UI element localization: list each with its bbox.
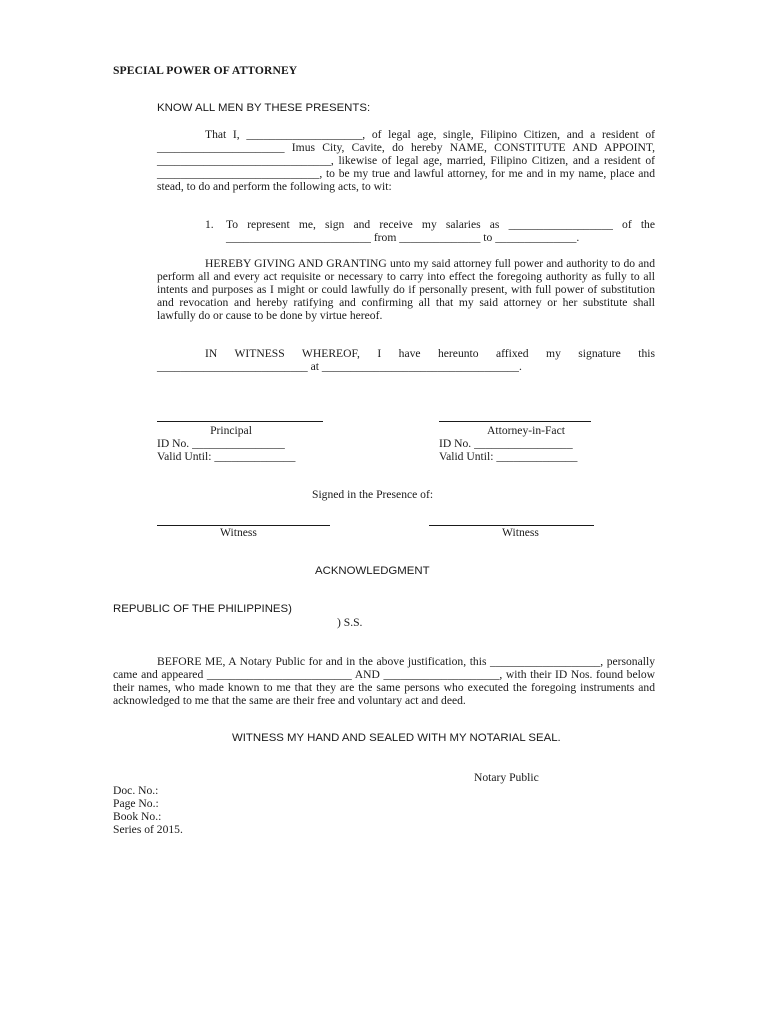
attorney-label: Attorney-in-Fact — [487, 424, 565, 437]
attorney-valid-until: Valid Until: ______________ — [439, 450, 578, 463]
notary-public-label: Notary Public — [474, 771, 539, 784]
acknowledgment-title: ACKNOWLEDGMENT — [315, 565, 430, 577]
signed-presence: Signed in the Presence of: — [312, 488, 434, 501]
principal-id: ID No. ________________ — [157, 437, 285, 450]
principal-signature-line — [157, 421, 323, 422]
book-no: Book No.: — [113, 810, 162, 823]
series: Series of 2015. — [113, 823, 183, 836]
doc-no: Doc. No.: — [113, 784, 159, 797]
page-no: Page No.: — [113, 797, 159, 810]
paragraph-before-me-text: BEFORE ME, A Notary Public for and in the above justification, this ___________________, personally came and appeared _________________________ AND ____________________, with their ID Nos. found below their names, who made known to me that they are the same persons who executed the foregoing instruments and acknowledged to me that the same are their free and voluntary act and deed. — [113, 655, 655, 707]
attorney-signature-line — [439, 421, 591, 422]
paragraph-granting — [157, 257, 655, 322]
witness-hand-seal: WITNESS MY HAND AND SEALED WITH MY NOTARIAL SEAL. — [232, 732, 561, 744]
witness-whereof-line1: IN WITNESS WHEREOF, I have hereunto affixed my signature this — [205, 347, 655, 360]
item1-line2: _________________________ from ______________ to ______________. — [226, 231, 580, 244]
document-title: SPECIAL POWER OF ATTORNEY — [113, 64, 298, 77]
paragraph-appointment — [157, 128, 655, 193]
item1-number: 1. — [205, 218, 214, 231]
ss-line: ) S.S. — [337, 616, 363, 629]
principal-label: Principal — [210, 424, 252, 437]
paragraph-granting-text: HEREBY GIVING AND GRANTING unto my said attorney full power and authority to do and perform all and every act requisite or necessary to carry into effect the foregoing authority as fully to all intents and purposes as I might or could lawfully do if personally present, with full power of substitution and revocation and hereby ratifying and confirming all that my said attorney or her substitute shall lawfully do or cause to be done by virtue hereof. — [157, 257, 655, 322]
republic-line: REPUBLIC OF THE PHILIPPINES) — [113, 603, 292, 615]
intro-heading: KNOW ALL MEN BY THESE PRESENTS: — [157, 102, 371, 114]
paragraph-appointment-text: That I, ____________________, of legal age, single, Filipino Citizen, and a resident of ______________________ Imus City, Cavite, do hereby NAME, CONSTITUTE AND APPOINT, ______________________________, likewise of legal age, married, Filipino Citizen, and a resident of ____________________________, to be my true and lawful attorney, for me and in my name, place and stead, to do and perform the following acts, to wit: — [157, 128, 655, 193]
principal-valid-until: Valid Until: ______________ — [157, 450, 296, 463]
attorney-id: ID No. _________________ — [439, 437, 573, 450]
item1-line1: To represent me, sign and receive my salaries as __________________ of the — [226, 218, 655, 231]
witness1-label: Witness — [220, 526, 257, 539]
witness2-label: Witness — [502, 526, 539, 539]
witness-whereof-line2: __________________________ at __________________________________. — [157, 360, 522, 373]
paragraph-before-me — [113, 655, 655, 707]
